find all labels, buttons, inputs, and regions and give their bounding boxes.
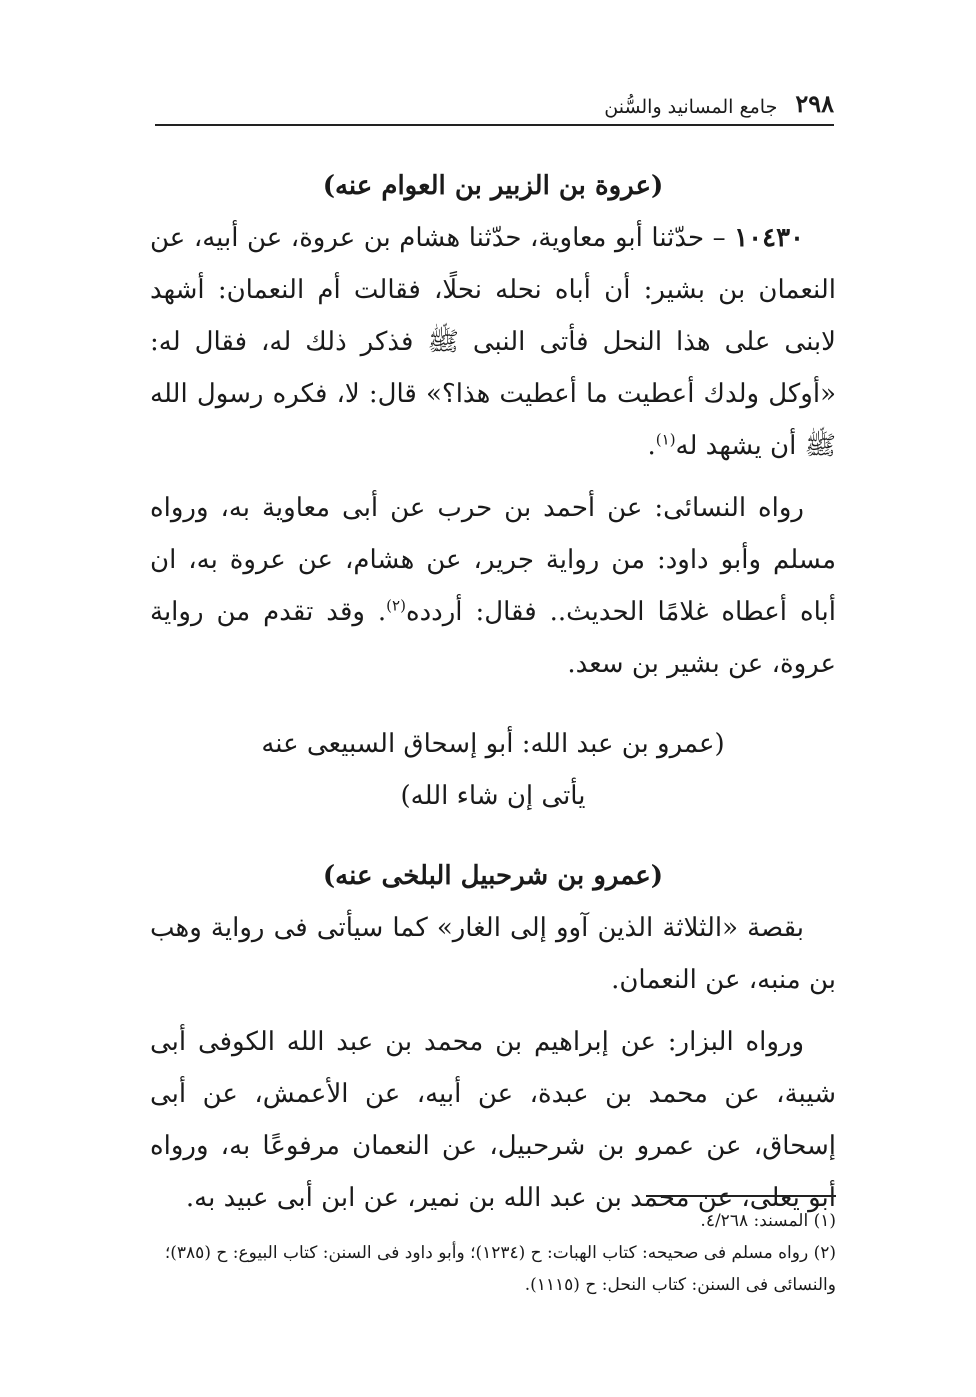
footnote: (١) المسند: ٤/٢٦٨. (700, 1211, 836, 1231)
commentary-paragraph: ورواه البزار: عن إبراهيم بن محمد بن عبد الله الكوفى أبى شيبة، عن محمد بن عبدة، عن أبيه، عن الأعمش، عن أبى إسحاق، عن عمرو بن شرحبيل، عن النعمان مرفوعًا به، ورواه أبو يعلى، عن محمد بن عبد الله بن نمير، عن ابن أبى عبيد به. (150, 1027, 836, 1213)
hadith-text: – حدّثنا أبو معاوية، حدّثنا هشام بن عروة، عن أبيه، عن النعمان بن بشير: أن أباه نحله نحلًا، فقالت أم النعمان: أشهد لابنى على هذا النحل فأتى النبى ﷺ فذكر ذلك له، فقال له: «أوكل ولدك أعطيت ما أعطيت هذا؟» قال: لا، فكره رسول الله ﷺ أن يشهد له (150, 223, 837, 461)
section-heading: (عروة بن الزبير بن العوام عنه) (322, 171, 664, 201)
footnotes (150, 1195, 836, 1301)
footnote-divider (646, 1195, 836, 1197)
footnote-reference: (٢) (386, 596, 406, 615)
section-heading-continued: يأتى إن شاء الله) (400, 781, 586, 811)
commentary-text: رواه النسائى: عن أحمد بن حرب عن أبى معاوية به، ورواه مسلم وأبو داود: من رواية جرير، عن هشام، عن عروة به، ان أباه أعطاه غلامًا الحديث.. فقال: أردده (150, 493, 836, 627)
footnote-reference: (١) (655, 430, 676, 449)
hadith-paragraph (150, 212, 836, 472)
hadith-end: . (647, 431, 656, 461)
running-title: جامع المسانيد والسُّنن (604, 96, 778, 118)
footnote: (٢) رواه مسلم فى صحيحه: كتاب الهبات: ح (١٢٣٤)؛ وأبو داود فى السنن: كتاب البيوع: ح (٣٨٥)؛ والنسائى فى السنن: كتاب النحل: ح (١١١٥). (164, 1243, 836, 1295)
commentary-paragraph (150, 482, 836, 690)
commentary-text-end: . وقد تقدم من رواية عروة، عن بشير بن سعد. (150, 597, 836, 679)
page-header (155, 78, 834, 126)
section-heading: (عمرو بن عبد الله: أبو إسحاق السبيعى عنه (261, 729, 725, 759)
section-heading: (عمرو بن شرحبيل البلخى عنه) (322, 861, 664, 891)
commentary-paragraph: بقصة «الثلاثة الذين آوو إلى الغار» كما سيأتى فى رواية وهب بن منبه، عن النعمان. (150, 913, 836, 995)
page-number: ٢٩٨ (795, 89, 834, 118)
hadith-number: ١٠٤٣٠ (734, 223, 804, 253)
section-note (150, 718, 836, 822)
page-body (150, 160, 836, 1224)
